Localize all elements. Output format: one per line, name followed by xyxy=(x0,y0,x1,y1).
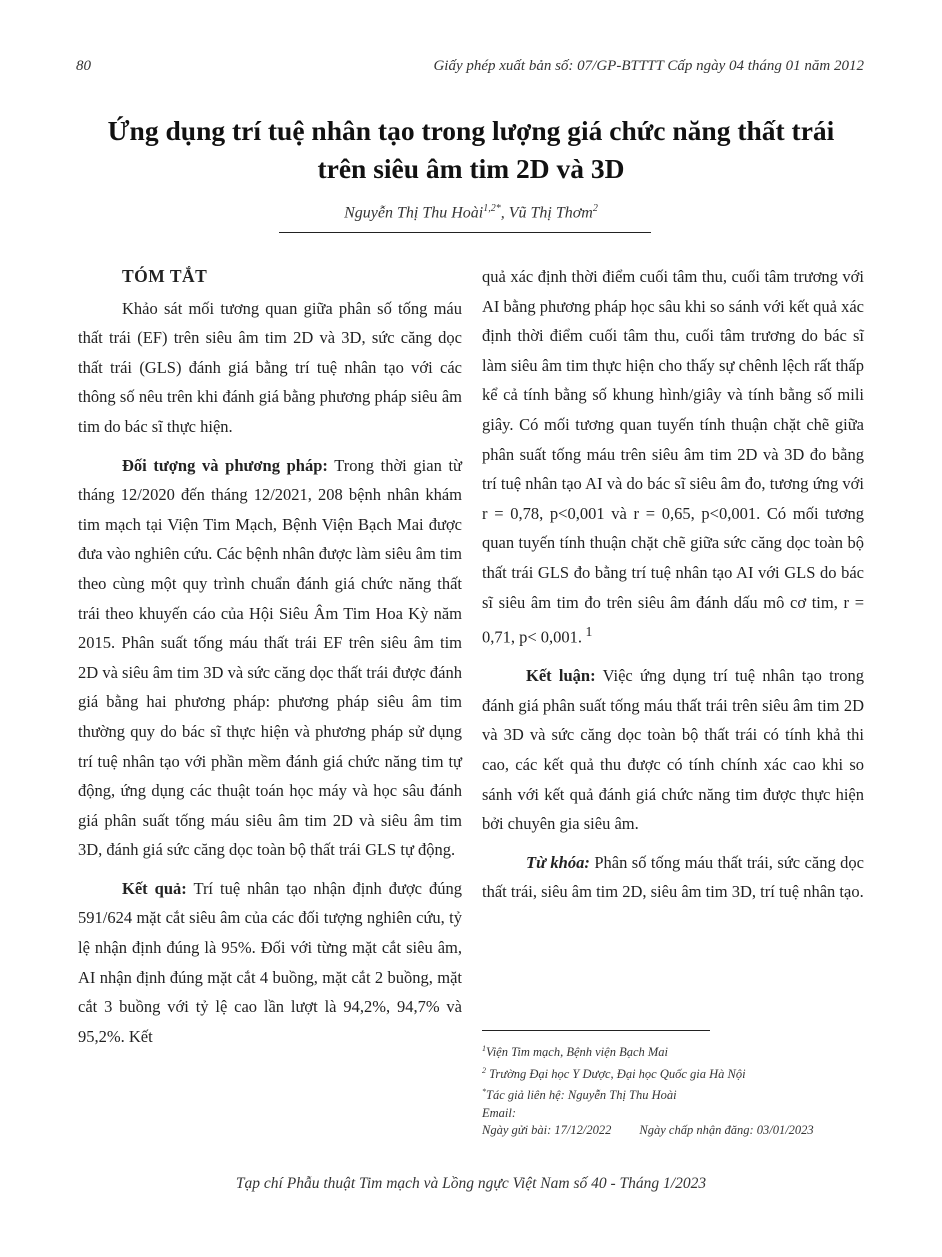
title-divider xyxy=(279,232,651,233)
keywords-label: Từ khóa: xyxy=(526,852,590,872)
footnotes xyxy=(482,1040,872,1140)
results-text-left: Trí tuệ nhân tạo nhận định được đúng 591/624 mặt cắt siêu âm của các đối tượng nghiên cứu, tỷ lệ nhận định đúng là 95%. Đối với từng mặt cắt siêu âm, AI nhận định đúng mặt cắt 4 buồng, mặt cắt 2 buồng, mặt cắt 3 buồng với tỷ lệ cao lần lượt là 94,2%, 94,7% và 95,2%. Kết xyxy=(78,878,462,1046)
footnote-affiliation-2: $^2$ Trường Đại học Y Dược, Đại học Quốc gia Hà Nội xyxy=(482,1065,746,1081)
footnote-divider xyxy=(482,1030,710,1031)
methods-text: Trong thời gian từ tháng 12/2020 đến tháng 12/2021, 208 bệnh nhân khám tim mạch tại Viện Tim Mạch, Bệnh Viện Bạch Mai được đưa vào nghiên cứu. Các bệnh nhân được làm siêu âm tim theo cùng một quy trình chuẩn đánh giá chức năng thất trái theo khuyến cáo của Hội Siêu Âm Tim Hoa Kỳ năm 2015. Phân suất tống máu thất trái EF trên siêu âm tim 2D và siêu âm tim 3D và sức căng dọc thất trái được đánh giá bằng hai phương pháp: phương pháp siêu âm tim thường quy do bác sĩ thực hiện và phương pháp sử dụng trí tuệ nhân tạo với phần mềm đánh giá chức năng tim tự động, ứng dụng các thuật toán học máy và học sâu đánh giá phân suất tống máu siêu âm tim 2D và siêu âm tim 3D, đánh giá sức căng dọc toàn bộ thất trái GLS tự động. xyxy=(78,455,462,860)
keywords-paragraph xyxy=(482,848,864,907)
page-footer: Tạp chí Phẫu thuật Tim mạch và Lồng ngực Việt Nam số 40 - Tháng 1/2023 xyxy=(235,1175,707,1192)
author-2: Vũ Thị Thơm xyxy=(508,204,593,222)
conclusion-label: Kết luận: xyxy=(526,666,596,686)
methods-label: Đối tượng và phương pháp: xyxy=(122,455,328,475)
page-header xyxy=(76,58,864,80)
page-number: 80 xyxy=(76,58,91,74)
author-1: Nguyễn Thị Thu Hoài xyxy=(344,204,484,222)
conclusion-text: Việc ứng dụng trí tuệ nhân tạo trong đánh giá phân suất tống máu thất trái trên siêu âm tim 2D và 3D và sức căng dọc toàn bộ thất trái có tính khả thi cao, các kết quả thu được có tính chính xác cao khi so sánh với kết quả đánh giá chức năng tim được thực hiện bởi chuyên gia siêu âm. xyxy=(482,666,864,834)
received-date: Ngày gửi bài: 17/12/2022 xyxy=(482,1123,612,1138)
author-1-affiliation: 1,2* xyxy=(483,203,501,214)
results-label: Kết quả: xyxy=(122,878,187,898)
results-paragraph xyxy=(78,874,462,1052)
abstract-intro: Khảo sát mối tương quan giữa phân số tống máu thất trái (EF) trên siêu âm tim 2D và 3D, sức căng dọc thất trái (GLS) đánh giá bằng trí tuệ nhân tạo với các thông số nêu trên khi đánh giá bằng phương pháp siêu âm tim do bác sĩ thực hiện. xyxy=(78,298,462,436)
results-text-right: quả xác định thời điểm cuối tâm thu, cuối tâm trương với AI bằng phương pháp học sâu khi so sánh với kết quả xác định thời điểm cuối tâm thu, cuối tâm trương do bác sĩ làm siêu âm tim thực hiện cho thấy sự chênh lệch rất thấp kể cả tính bằng số khung hình/giây và tính bằng số mili giây. Có mối tương quan tuyến tính thuận chặt chẽ giữa phân suất tống máu trên siêu âm tim 2D và 3D đo bằng trí tuệ nhân tạo AI và do bác sĩ siêu âm đo, tương ứng với r = 0,78, p<0,001 và r = 0,65, p<0,001. Có mối tương quan tuyến tính thuận chặt chẽ giữa sức căng dọc toàn bộ thất trái GLS đo bằng trí tuệ nhân tạo AI với GLS do bác sĩ siêu âm tim đo trên siêu âm đánh dấu mô cơ tim, r = 0,71, p< 0,001. xyxy=(482,267,864,647)
results-citation: 1 xyxy=(582,624,593,640)
license-note: Giấy phép xuất bản số: 07/GP-BTTTT Cấp ngày 04 tháng 01 năm 2012 xyxy=(433,58,864,74)
abstract-heading: TÓM TẮT xyxy=(122,266,208,286)
footnote-corresponding-author: *Tác giả liên hệ: Nguyễn Thị Thu Hoài xyxy=(482,1087,677,1103)
left-column xyxy=(78,262,462,1051)
article-title xyxy=(60,112,882,188)
keywords-text: Phân số tống máu thất trái, sức căng dọc thất trái, siêu âm tim 2D, siêu âm tim 3D, trí tuệ nhân tạo. xyxy=(482,852,864,902)
methods-paragraph xyxy=(78,451,462,865)
title-line-2: trên siêu âm tim 2D và 3D xyxy=(317,153,625,184)
author-list xyxy=(0,203,942,222)
author-2-affiliation: 2 xyxy=(592,203,598,214)
footnote-dates xyxy=(482,1122,872,1140)
conclusion-paragraph xyxy=(482,661,864,839)
title-line-1: Ứng dụng trí tuệ nhân tạo trong lượng giá chức năng thất trái xyxy=(107,115,835,146)
footnote-email: Email: xyxy=(482,1105,517,1120)
footnote-affiliation-1: $^1$Viện Tim mạch, Bệnh viện Bạch Mai xyxy=(482,1044,669,1060)
results-continued xyxy=(482,262,864,652)
author-separator: , xyxy=(500,204,509,222)
accepted-date: Ngày chấp nhận đăng: 03/01/2023 xyxy=(639,1123,814,1138)
right-column xyxy=(482,262,864,907)
